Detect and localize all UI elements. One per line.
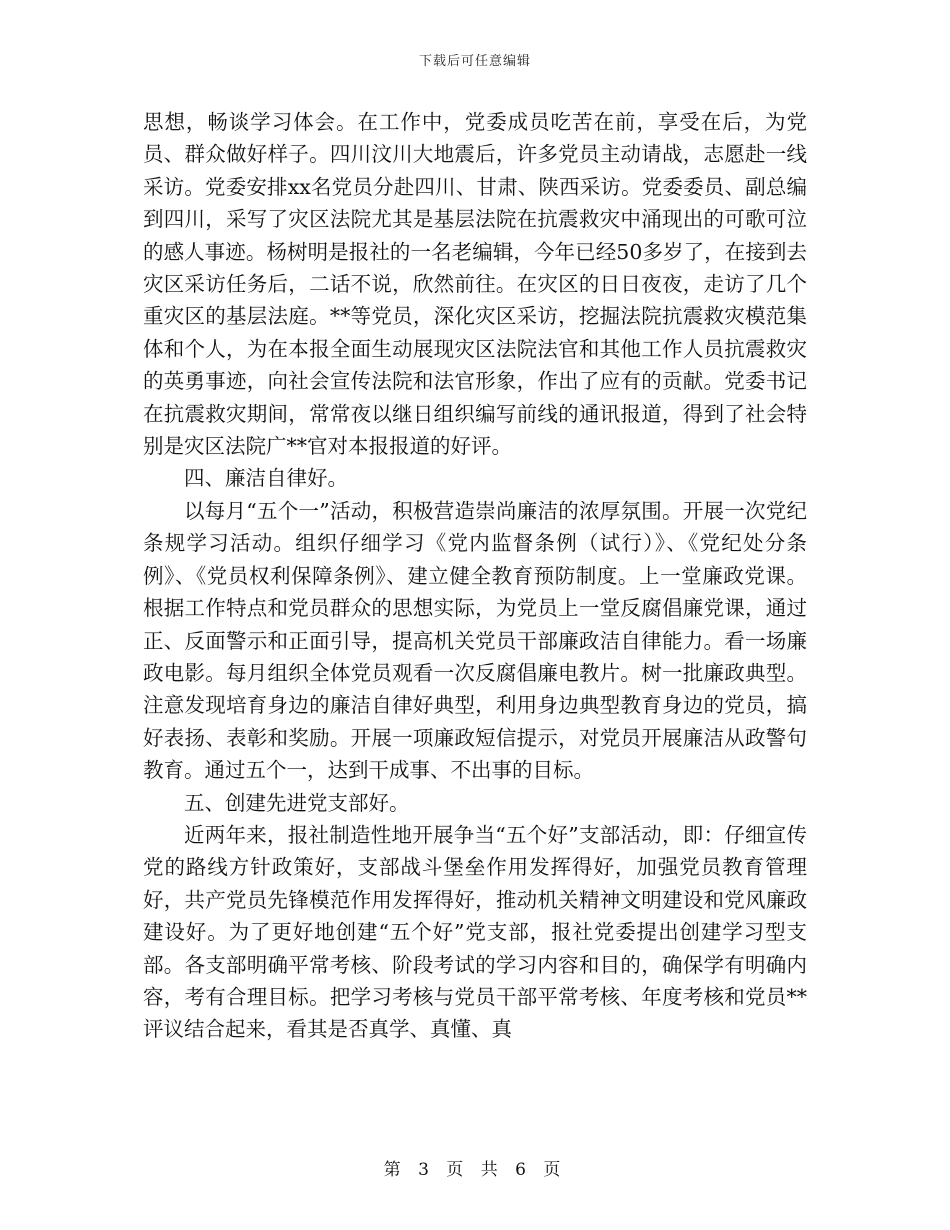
- page-number-footer: 第 3 页 共 6 页: [383, 1160, 567, 1180]
- document-body: [143, 106, 807, 1046]
- section-heading-advanced-branch: 五、创建先进党支部好。: [184, 790, 410, 815]
- body-paragraph: 以每月“五个一”活动，积极营造崇尚廉洁的浓厚氛围。开展一次党纪条规学习活动。组织仔细学习《党内监督条例（试行）》、《党纪处分条例》、《党员权利保障条例》、建立健全教育预防制度。上一堂廉政党课。根据工作特点和党员群众的思想实际，为党员上一堂反腐倡廉党课，通过正、反面警示和正面引导，提高机关党员干部廉政洁自律能力。看一场廉政电影。每月组织全体党员观看一次反腐倡廉电教片。树一批廉政典型。注意发现培育身边的廉洁自律好典型，利用身边典型教育身边的党员，搞好表扬、表彰和奖励。开展一项廉政短信提示，对党员开展廉洁从政警句教育。通过五个一，达到干成事、不出事的目标。: [143, 498, 807, 783]
- page-header: 下载后可任意编辑: [418, 54, 531, 69]
- body-paragraph: 近两年来，报社制造性地开展争当“五个好”支部活动，即：仔细宣传党的路线方针政策好，支部战斗堡垒作用发挥得好，加强党员教育管理好，共产党员先锋模范作用发挥得好，推动机关精神文明建设和党风廉政建设好。为了更好地创建“五个好”党支部，报社党委提出创建学习型支部。各支部明确平常考核、阶段考试的学习内容和目的，确保学有明确内容，考有合理目标。把学习考核与党员干部平常考核、年度考核和党员**评议结合起来，看其是否真学、真懂、真: [143, 822, 807, 1042]
- body-paragraph: 思想，畅谈学习体会。在工作中，党委成员吃苦在前，享受在后，为党员、群众做好样子。四川汶川大地震后，许多党员主动请战，志愿赴一线采访。党委安排xx名党员分赴四川、甘肃、陕西采访。党委委员、副总编到四川，采写了灾区法院尤其是基层法院在抗震救灾中涌现出的可歌可泣的感人事迹。杨树明是报社的一名老编辑，今年已经50多岁了，在接到去灾区采访任务后，二话不说，欣然前往。在灾区的日日夜夜，走访了几个重灾区的基层法庭。**等党员，深化灾区采访，挖掘法院抗震救灾模范集体和个人，为在本报全面生动展现灾区法院法官和其他工作人员抗震救灾的英勇事迹，向社会宣传法院和法官形象，作出了应有的贡献。党委书记在抗震救灾期间，常常夜以继日组织编写前线的通讯报道，得到了社会特别是灾区法院广**官对本报报道的好评。: [143, 110, 807, 459]
- section-heading-clean-discipline: 四、廉洁自律好。: [184, 466, 348, 491]
